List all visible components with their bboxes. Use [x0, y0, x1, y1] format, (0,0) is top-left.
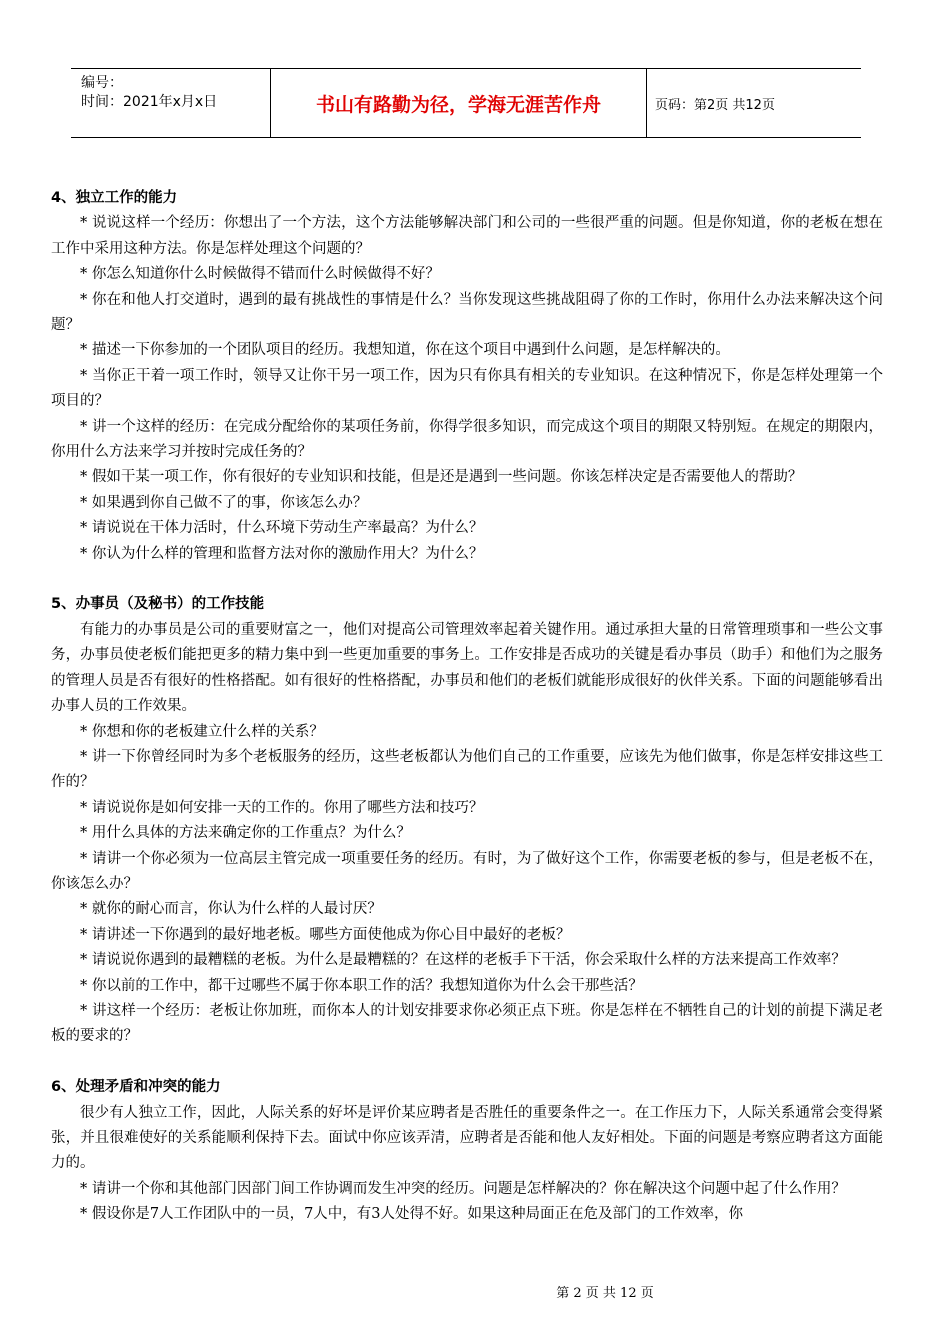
paragraph: 有能力的办事员是公司的重要财富之一，他们对提高公司管理效率起着关键作用。通过承担大量的日常管理琐事和一些公文事务，办事员使老板们能把更多的精力集中到一些更加重要的事务上。工作安排是否成功的关键是看办事员（助手）和他们为之服务的管理人员是否有很好的性格搭配。如有很好的性格搭配，办事员和他们的老板们就能形成很好的伙伴关系。下面的问题能够看出办事人员的工作效果。 [51, 621, 883, 715]
paragraph: * 当你正干着一项工作时，领导又让你干另一项工作，因为只有你具有相关的专业知识。在这种情况下，你是怎样处理第一个项目的？ [51, 367, 883, 410]
paragraph: * 讲一个这样的经历：在完成分配给你的某项任务前，你得学很多知识，而完成这个项目的期限又特别短。在规定的期限内，你用什么方法来学习并按时完成任务的？ [51, 418, 883, 461]
header-page-label: 页码：第2页 共12页 [655, 97, 775, 113]
number-label: 编号： [81, 75, 123, 91]
paragraph: * 请说说你是如何安排一天的工作的。你用了哪些方法和技巧？ [80, 799, 484, 816]
paragraph: 很少有人独立工作，因此，人际关系的好坏是评价某应聘者是否胜任的重要条件之一。在工作压力下，人际关系通常会变得紧张，并且很难使好的关系能顺利保持下去。面试中你应该弄清，应聘者是否能和他人友好相处。下面的问题是考察应聘者这方面能力的。 [51, 1104, 883, 1172]
paragraph: * 请讲述一下你遇到的最好地老板。哪些方面使他成为你心目中最好的老板？ [80, 926, 571, 943]
paragraph: * 请说说在干体力活时，什么环境下劳动生产率最高？为什么？ [80, 520, 484, 537]
section-gap [51, 1050, 883, 1075]
paragraph: * 请讲一个你和其他部门因部门间工作协调而发生冲突的经历。问题是怎样解决的？你在解决这个问题中起了什么作用？ [80, 1180, 846, 1197]
section-gap [51, 567, 883, 592]
paragraph: * 你想和你的老板建立什么样的关系？ [80, 723, 324, 740]
paragraph: * 请讲一个你必须为一位高层主管完成一项重要任务的经历。有时，为了做好这个工作，你需要老板的参与，但是老板不在，你该怎么办？ [51, 850, 883, 892]
paragraph: * 假如干某一项工作，你有很好的专业知识和技能，但是还是遇到一些问题。你该怎样决定是否需要他人的帮助？ [80, 469, 803, 486]
paragraph: * 就你的耐心而言，你认为什么样的人最讨厌？ [80, 901, 382, 918]
paragraph: * 你以前的工作中，都干过哪些不属于你本职工作的活？我想知道你为什么会干那些活？ [80, 977, 643, 994]
paragraph: * 假设你是7人工作团队中的一员，7人中，有3人处得不好。如果这种局面正在危及部门的工作效率，你 [80, 1206, 744, 1223]
section-title: 5、办事员（及秘书）的工作技能 [51, 596, 265, 613]
paragraph: * 用什么具体的方法来确定你的工作重点？为什么？ [80, 825, 411, 842]
header-meta [71, 69, 271, 137]
paragraph: * 讲这样一个经历：老板让你加班，而你本人的计划安排要求你必须正点下班。你是怎样在不牺牲自己的计划的前提下满足老板的要求的？ [51, 1002, 883, 1045]
paragraph: * 讲一下你曾经同时为多个老板服务的经历，这些老板都认为他们自己的工作重要，应该先为他们做事，你是怎样安排这些工作的？ [51, 748, 883, 791]
time-label: 时间：2021年x月x日 [81, 94, 218, 110]
paragraph: * 你认为什么样的管理和监督方法对你的激励作用大？为什么？ [80, 545, 484, 562]
page-header [71, 68, 861, 138]
paragraph: * 请说说你遇到的最糟糕的老板。为什么是最糟糕的？在这样的老板手下干活，你会采取什么样的方法来提高工作效率？ [80, 952, 846, 969]
header-motto: 书山有路勤为径，学海无涯苦作舟 [271, 69, 647, 137]
page-footer [0, 1282, 950, 1301]
paragraph: * 你在和他人打交道时，遇到的最有挑战性的事情是什么？当你发现这些挑战阻碍了你的工作时，你用什么办法来解决这个问题？ [51, 291, 883, 334]
paragraph: * 你怎么知道你什么时候做得不错而什么时候做得不好？ [80, 266, 440, 283]
paragraph: * 如果遇到你自己做不了的事，你该怎么办？ [80, 494, 368, 511]
paragraph: * 说说这样一个经历：你想出了一个方法，这个方法能够解决部门和公司的一些很严重的问题。但是你知道，你的老板在想在工作中采用这种方法。你是怎样处理这个问题的？ [51, 215, 883, 257]
document-body [51, 186, 883, 1228]
section-title: 4、独立工作的能力 [51, 190, 178, 206]
section-title: 6、处理矛盾和冲突的能力 [51, 1079, 221, 1096]
paragraph: * 描述一下你参加的一个团队项目的经历。我想知道，你在这个项目中遇到什么问题，是怎样解决的。 [80, 342, 730, 359]
footer-page-number: 第 2 页 共 12 页 [556, 1286, 654, 1301]
